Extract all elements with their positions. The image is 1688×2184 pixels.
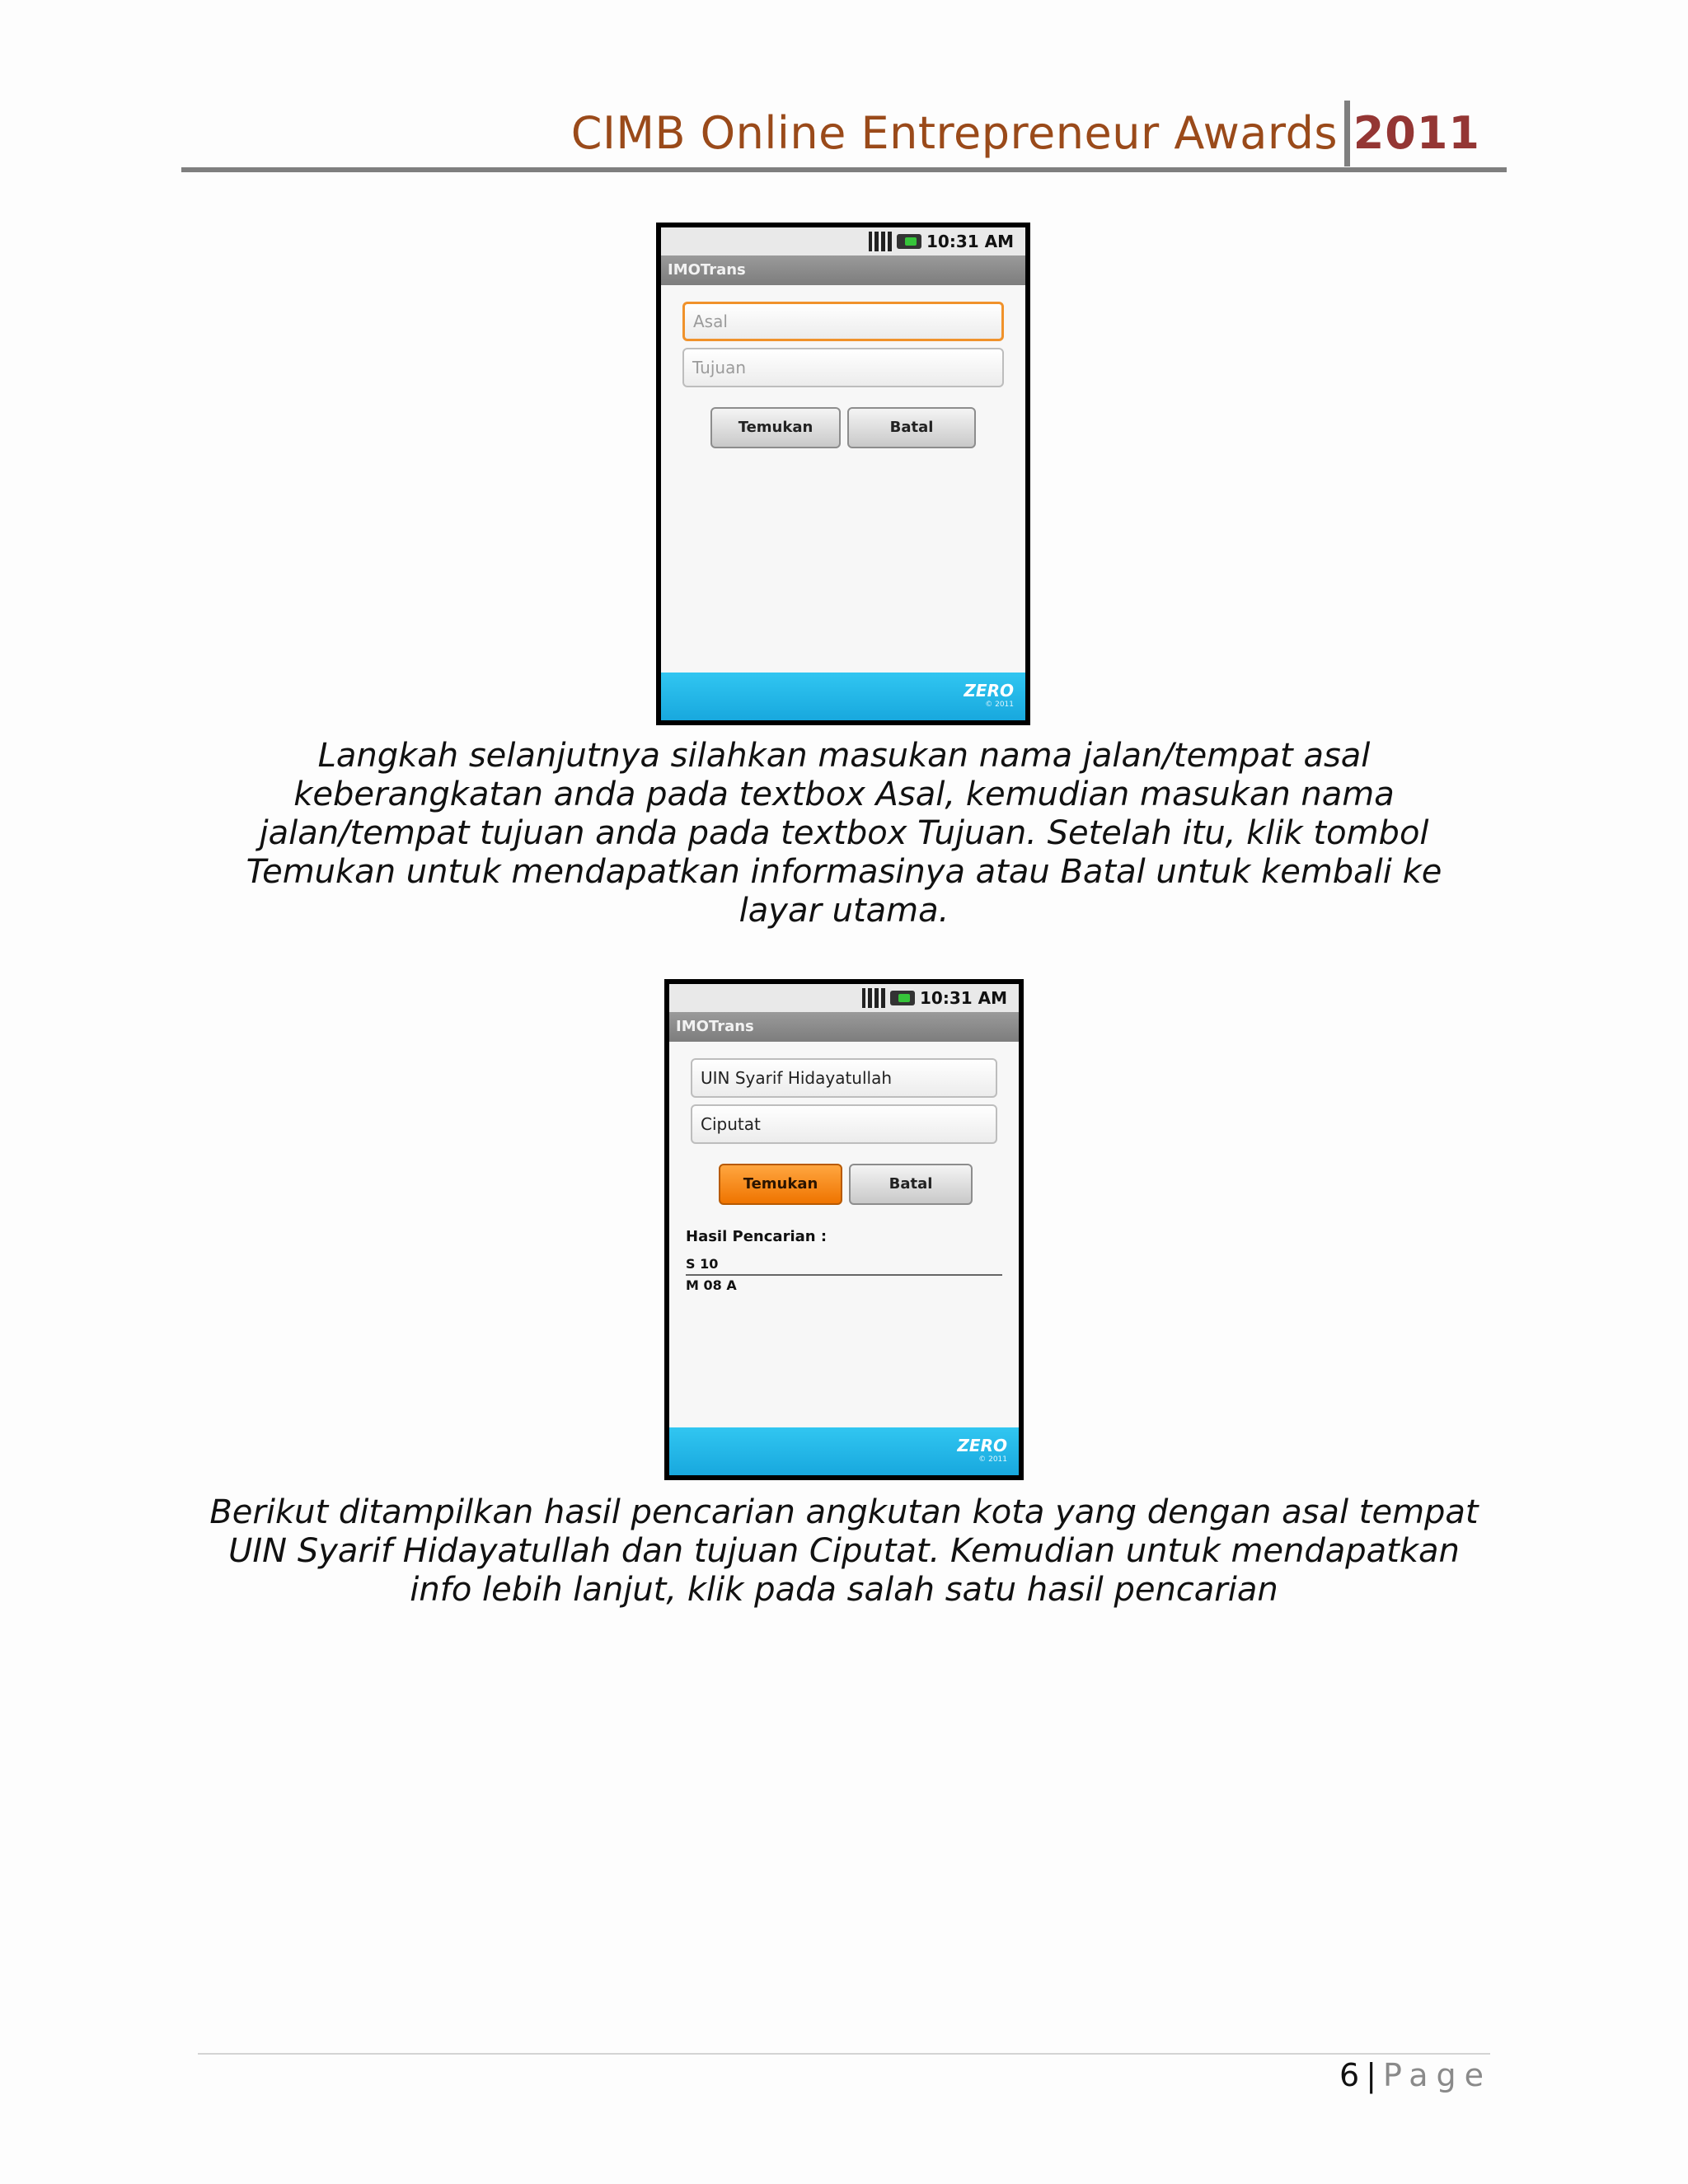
zero-logo: ZERO <box>964 681 1014 701</box>
caption-line: Berikut ditampilkan hasil pencarian angkutan kota yang dengan asal tempat <box>209 1493 1479 1531</box>
phone-screen <box>669 984 1019 1475</box>
battery-icon <box>897 234 921 249</box>
header-year: 2011 <box>1353 107 1480 159</box>
phone-screen <box>661 227 1025 720</box>
caption-input-step <box>190 737 1498 930</box>
caption-line: Langkah selanjutnya silahkan masukan nama jalan/tempat asal <box>317 737 1371 775</box>
page-number: 6 <box>1339 2057 1360 2093</box>
footer-rule <box>198 2053 1490 2055</box>
page-separator: | <box>1366 2057 1376 2093</box>
status-bar <box>661 227 1025 255</box>
status-time: 10:31 AM <box>919 988 1007 1008</box>
caption-results-step <box>190 1493 1498 1610</box>
caption-line: jalan/tempat tujuan anda pada textbox Tujuan. Setelah itu, klik tombol <box>259 814 1429 852</box>
temukan-button[interactable]: Temukan <box>710 407 841 448</box>
page-word: Page <box>1383 2057 1492 2093</box>
asal-input[interactable]: Asal <box>682 302 1004 341</box>
caption-line: Temukan untuk mendapatkan informasinya atau Batal untuk kembali ke <box>246 853 1442 891</box>
footer-banner <box>669 1427 1019 1475</box>
batal-button[interactable]: Batal <box>847 407 976 448</box>
zero-logo: ZERO <box>957 1436 1007 1455</box>
app-title-bar: IMOTrans <box>661 255 1025 285</box>
phone-screenshot-input <box>656 223 1030 725</box>
status-time: 10:31 AM <box>926 232 1014 251</box>
result-item-m08a[interactable]: M 08 A <box>686 1277 737 1293</box>
asal-input[interactable]: UIN Syarif Hidayatullah <box>691 1058 997 1098</box>
tujuan-input[interactable]: Ciputat <box>691 1104 997 1144</box>
header-rule <box>181 167 1507 172</box>
caption-line: keberangkatan anda pada textbox Asal, kemudian masukan nama <box>293 776 1395 813</box>
battery-icon <box>890 991 915 1005</box>
document-header <box>181 97 1507 171</box>
signal-icon <box>869 232 892 251</box>
tujuan-input[interactable]: Tujuan <box>682 348 1004 387</box>
footer-banner <box>661 673 1025 720</box>
zero-copyright: © 2011 <box>985 701 1014 709</box>
header-title: CIMB Online Entrepreneur Awards <box>570 107 1338 159</box>
page-number-footer <box>1339 2057 1492 2093</box>
temukan-button[interactable]: Temukan <box>719 1164 842 1205</box>
batal-button[interactable]: Batal <box>849 1164 973 1205</box>
caption-line: UIN Syarif Hidayatullah dan tujuan Ciputat. Kemudian untuk mendapatkan <box>228 1532 1460 1570</box>
status-bar <box>669 984 1019 1012</box>
zero-copyright: © 2011 <box>978 1455 1007 1464</box>
app-title-bar: IMOTrans <box>669 1012 1019 1042</box>
result-divider <box>686 1274 1002 1276</box>
result-item-s10[interactable]: S 10 <box>686 1256 719 1272</box>
phone-screenshot-results <box>664 979 1024 1480</box>
results-heading: Hasil Pencarian : <box>686 1228 828 1245</box>
caption-line: layar utama. <box>738 892 950 930</box>
header-divider <box>1344 101 1350 166</box>
caption-line: info lebih lanjut, klik pada salah satu hasil pencarian <box>410 1571 1278 1609</box>
signal-icon <box>862 988 885 1008</box>
